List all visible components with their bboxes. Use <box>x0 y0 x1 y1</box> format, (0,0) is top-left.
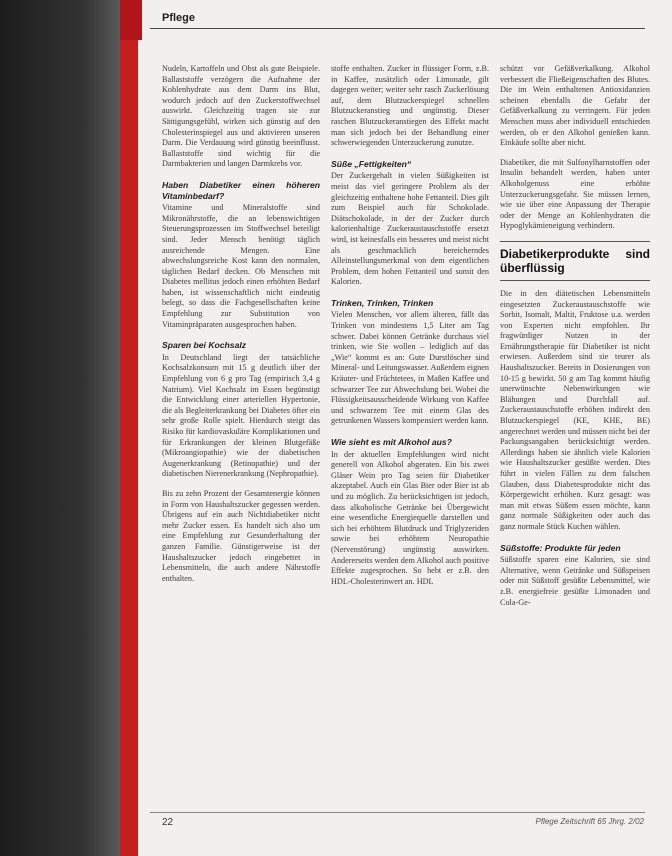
journal-footer: Pflege Zeitschrift 65 Jhrg. 2/02 <box>535 817 644 826</box>
subheading: Süßstoffe: Produkte für jeden <box>500 542 621 553</box>
paragraph: In der aktuellen Empfehlungen wird nicht generell von Alkohol abgeraten. Ein bis zwei Gläser Wein pro Tag seien für Diabetiker akzeptabel. Auch ein Glas Bier oder Bier ist ab und zu möglich. Zu berücksichtigen ist jedoch, dass alkoholische Getränke bei Übergewicht eine wesentliche Energiequelle darstellen und sich bei erhöhtem Blutdruck und Triglyzeriden sowie bei erhöhtem Neuropathie (Nervenstörung) ungünstig auswirken. Andererseits werden dem Alkohol auch positive Effekte zugesprochen. So hebt er z.B. den HDL-Cholesterinwert an. HDL <box>331 449 489 586</box>
section-title: Pflege <box>162 12 196 24</box>
paragraph: Diabetiker, die mit Sulfonylharnstoffen oder Insulin behandelt werden, haben unter Alkoholgenuss eine erhöhte Unterzuckerungsgefahr. Sie müssen lernen, wie sie über eine Anpassung der Therapie oder der Menge an Kohlenhydraten die Hypoglykämieneigung verhindern. <box>500 157 650 231</box>
paragraph: Der Zuckergehalt in vielen Süßigkeiten ist meist das viel geringere Problem als der gleichzeitig enthaltene hohe Fettanteil. Dies gilt zum Beispiel auch für Schokolade. Diätschokolade, in der der Zucker durch kalorienhaltige Zuckeraustauschstoffe ersetzt wird, ist keinesfalls ein besseres und meist nicht als geschmacklich bereicherndes Alleinstellungsmerkmal von dem eigentlichen Problem, dem hohen Fettanteil und somit den Kalorien. <box>331 171 489 287</box>
text-column-3 <box>500 64 650 617</box>
page-number: 22 <box>162 817 174 828</box>
text-column-1 <box>162 64 320 593</box>
paragraph: Nudeln, Kartoffeln und Obst als gute Beispiele. Ballaststoffe verzögern die Aufnahme der Kohlenhydrate aus dem Darm ins Blut, wodurch jedoch auf den Zuckerstoffwechsel auswirkt. Gleichzeitig tragen sie zur Sättigungsgefühl, wirken sich günstig auf den Cholesterinspiegel aus und aktivieren unseren Darm. Die Verdauung wird günstig beeinflusst. Ballaststoffe sind wichtig für die Darmbakterien und langen Darmkrebs vor. <box>162 64 320 169</box>
text-column-2 <box>331 64 489 596</box>
footer-rule <box>150 812 645 813</box>
subheading: Trinken, Trinken, Trinken <box>331 297 434 308</box>
subheading: Sparen bei Kochsalz <box>162 340 247 351</box>
header-rule <box>150 28 645 29</box>
paragraph: Vielen Menschen, vor allem älteren, fällt das Trinken von mindestens 1,5 Liter am Tag schwer. Dabei können Getränke durchaus viel trinken, wie Sie wollen – lediglich auf das „Wie“ kommt es an: Gute Durstlöscher sind Mineral- und Leitungswasser. Außerdem eignen Kräuter- und Früchtetees, in Maßen Kaffee und schwarzer Tee zur Abwechslung bei. Wobei die Flüssigkeitsausscheidende Wirkung von Kaffee und schwarzem Tee mit einem Glas des getrunkenen Wassers kompensiert werden kann. <box>331 310 489 426</box>
paragraph: Vitamine und Mineralstoffe sind Mikronährstoffe, die an lebenswichtigen Steuerungsprozessen im Stoffwechsel beteiligt sind. Jeder Mensch benötigt täglich ausreichende Mengen. Eine abwechslungsreiche Kost kann den normalen, täglichen Bedarf decken. Ob Menschen mit Diabetes mellitus jedoch einen erhöhten Bedarf haben, ist wissenschaftlich nicht eindeutig belegt, so dass die Fachgesellschaften keine Empfehlung zur Substitution von Vitaminpräparaten ausgesprochen haben. <box>162 203 320 329</box>
red-corner-tab <box>120 0 142 40</box>
subheading: Haben Diabetiker einen höheren Vitaminbedarf? <box>162 179 320 201</box>
red-margin-bar <box>120 0 138 856</box>
book-spine-shadow <box>0 0 120 856</box>
paragraph: stoffe enthalten. Zucker in flüssiger Form, z.B. in Kaffee, zusätzlich oder Limonade, gilt dagegen weiter; weiter sehr rasch Zuckerlösung auf, dem Blutzuckerspiegel schnellen Blutzuckeranstieg und ungünstig. Dieser raschen Blutzuckeranstiegen des Effekt macht man sich jedoch bei der Behandlung einer schwerwiegenden Unterzuckerung zunutze. <box>331 64 489 148</box>
paragraph: In Deutschland liegt der tatsächliche Kochsalzkonsum mit 15 g deutlich über der Empfehlung von 6 g pro Tag (empirisch 3,4 g Natrium). Viel Kochsalz im Essen begünstigt die Entwicklung einer arteriellen Hypertonie, die als Begleiterkrankung bei Diabetes öfter ein sehr große Rolle spielt. Hierdurch steigt das Risiko für kardiovaskuläre Komplikationen und für Erkrankungen der kleinen Blutgefäße (Mikroangiopathie) wie der diabetischen Augenerkrankung (Retinopathie) und der diabetischen Nierenerkrankung (Nephropathie). <box>162 352 320 479</box>
paragraph: schützt vor Gefäßverkalkung. Alkohol verbessert die Fließeigenschaften des Blutes. Die im Wein enthaltenen Antioxidanzien scheinen ebenfalls die Gefahr der Gefäßverkalkung zu verringern. Für jeden Menschen muss aber individuell entschieden werden, ob er den Alkohol genießen kann. Einkäufe sollte aber nicht. <box>500 64 650 148</box>
paragraph: Bis zu zehn Prozent der Gesamtenergie können in Form von Haushaltszucker gegessen werden. Übrigens auf ein auch Nichtdiabetiker nicht mehr Zucker essen. Es handelt sich also um eine Empfehlung zur Gesunderhaltung der ganzen Familie. Günstigerweise ist der Haushaltszucker jedoch eingebettet in Lebensmitteln, die auch andere Nährstoffe enthalten. <box>162 488 320 583</box>
paragraph: Süßstoffe sparen eine Kalorien, sie sind Alternative, wenn Getränke und Süßspeisen oder mit Süßstoff gesüßte Lebensmittel, wie z.B. energiefreie gesüßte Limonaden und Cola-Ge- <box>500 555 650 607</box>
paragraph: Die in den diätetischen Lebensmitteln eingesetzten Zuckeraustauschstoffe wie Sorbit, Isomalt, Maltit, Fruktose u.a. werden von Experten nicht empfohlen. Ihr fragwürdiger Nutzen in der Ernährungstherapie für Diabetiker ist nicht erwiesen. Außerdem sind sie teurer als Haushaltszucker. Bereits in Dosierungen von 10-15 g bewirkt. 50 g am Tag kommt häufig unerwünschte Nebenwirkungen wie Blähungen und Durchfall auf. Zuckeraustauschstoffe erhöhen indirekt den Blutzuckerspiegel (KE, KHE, BE) angerechnet werden und müssen nicht bei der Packungsangaben berücksichtigt werden. Allerdings haben sie ähnlich viele Kalorien wie Haushaltszucker gesüßte werden. Dies führt in vielen Fällen zu dem falschen Glauben, dass Diabetesprodukte nicht das Körpergewicht erhöhen. Kurz gesagt: was man mit etwas Süßem essen möchte, kann ganz normale Süßigkeiten oder auch das ganz normale Stück Kuchen wählen. <box>500 288 650 531</box>
subheading: Süße „Fettigkeiten“ <box>331 158 412 169</box>
subheading: Wie sieht es mit Alkohol aus? <box>331 437 452 447</box>
box-heading: Diabetikerprodukte sind überflüssig <box>500 241 650 281</box>
